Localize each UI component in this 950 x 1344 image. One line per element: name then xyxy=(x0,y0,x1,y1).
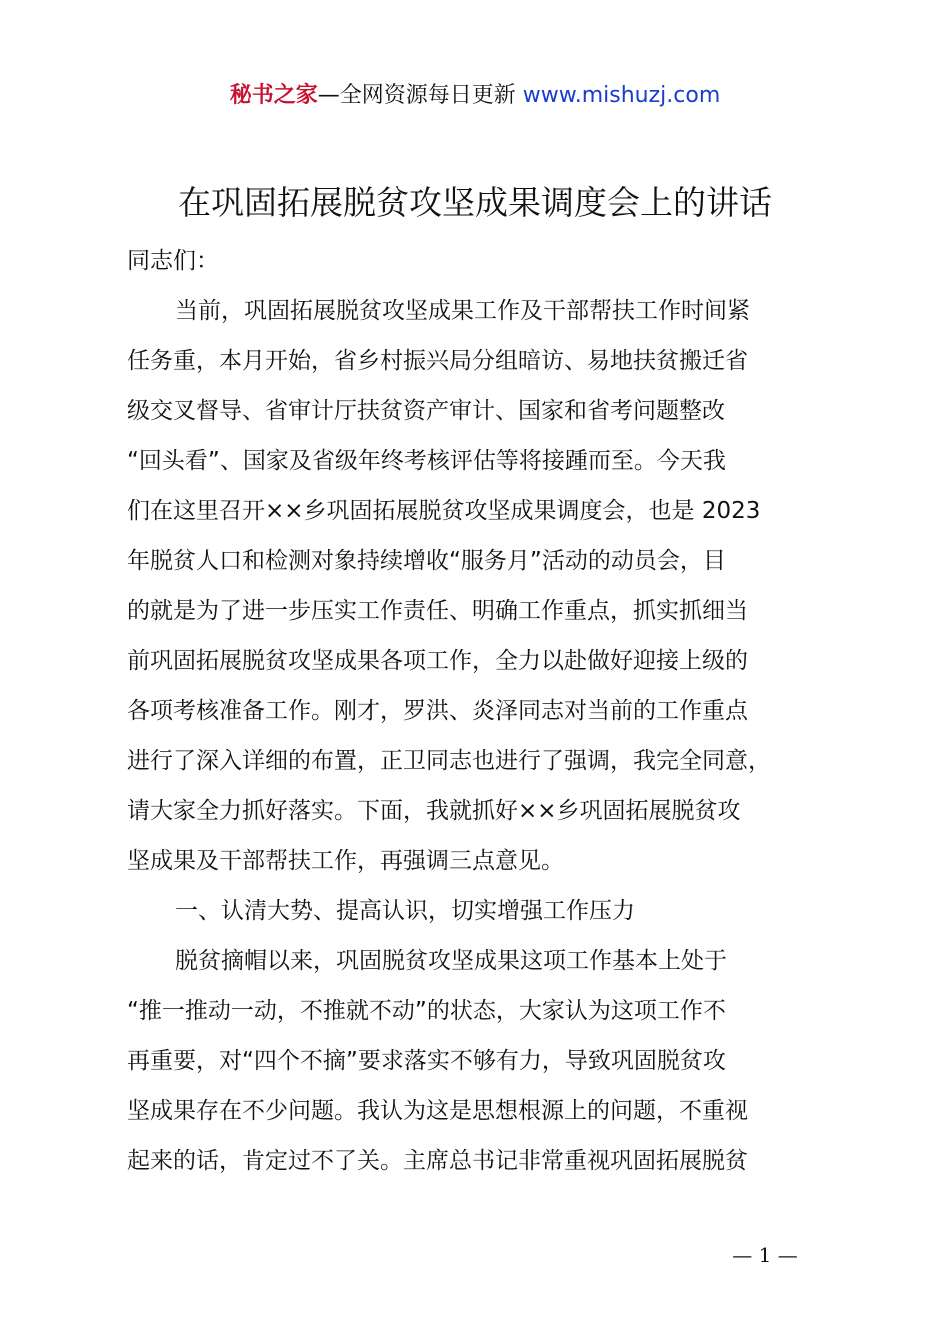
text-line: 坚成果及干部帮扶工作，再强调三点意见。 xyxy=(127,848,564,874)
text-line: 的就是为了进一步压实工作责任、明确工作重点，抓实抓细当 xyxy=(127,598,748,624)
paragraph-1 xyxy=(127,286,833,886)
text-line: 请大家全力抓好落实。下面，我就抓好××乡巩固拓展脱贫攻 xyxy=(127,798,741,824)
site-tagline: —全网资源每日更新 xyxy=(317,83,523,108)
text-line: 脱贫摘帽以来，巩固脱贫攻坚成果这项工作基本上处于 xyxy=(175,948,727,974)
text-line: 再重要，对“四个不摘”要求落实不够有力，导致巩固脱贫攻 xyxy=(127,1048,726,1074)
salutation: 同志们： xyxy=(127,248,219,274)
document-body xyxy=(127,236,833,1186)
site-brand: 秘书之家 xyxy=(229,83,318,108)
page-number: — 1 — xyxy=(732,1243,798,1267)
section-heading-1: 一、认清大势、提高认识，切实增强工作压力 xyxy=(175,898,635,924)
text-line: 年脱贫人口和检测对象持续增收“服务月”活动的动员会，目 xyxy=(127,548,726,574)
site-header xyxy=(0,80,950,112)
text-line: 们在这里召开××乡巩固拓展脱贫攻坚成果调度会，也是 2023 xyxy=(127,498,761,524)
text-line: 前巩固拓展脱贫攻坚成果各项工作，全力以赴做好迎接上级的 xyxy=(127,648,748,674)
text-line: “回头看”、国家及省级年终考核评估等将接踵而至。今天我 xyxy=(127,448,726,474)
text-line: 坚成果存在不少问题。我认为这是思想根源上的问题，不重视 xyxy=(127,1098,748,1124)
text-line: 当前，巩固拓展脱贫攻坚成果工作及干部帮扶工作时间紧 xyxy=(175,298,750,324)
text-line: 各项考核准备工作。刚才，罗洪、炎泽同志对当前的工作重点 xyxy=(127,698,748,724)
text-line: 进行了深入详细的布置，正卫同志也进行了强调，我完全同意， xyxy=(127,748,771,774)
document-title: 在巩固拓展脱贫攻坚成果调度会上的讲话 xyxy=(178,183,772,222)
text-line: 级交叉督导、省审计厅扶贫资产审计、国家和省考问题整改 xyxy=(127,398,725,424)
text-line: “推一推动一动，不推就不动”的状态，大家认为这项工作不 xyxy=(127,998,726,1024)
text-line: 起来的话，肯定过不了关。主席总书记非常重视巩固拓展脱贫 xyxy=(127,1148,748,1174)
site-url[interactable]: www.mishuzj.com xyxy=(522,83,721,108)
text-line: 任务重，本月开始，省乡村振兴局分组暗访、易地扶贫搬迁省 xyxy=(127,348,748,374)
paragraph-2 xyxy=(127,936,833,1186)
